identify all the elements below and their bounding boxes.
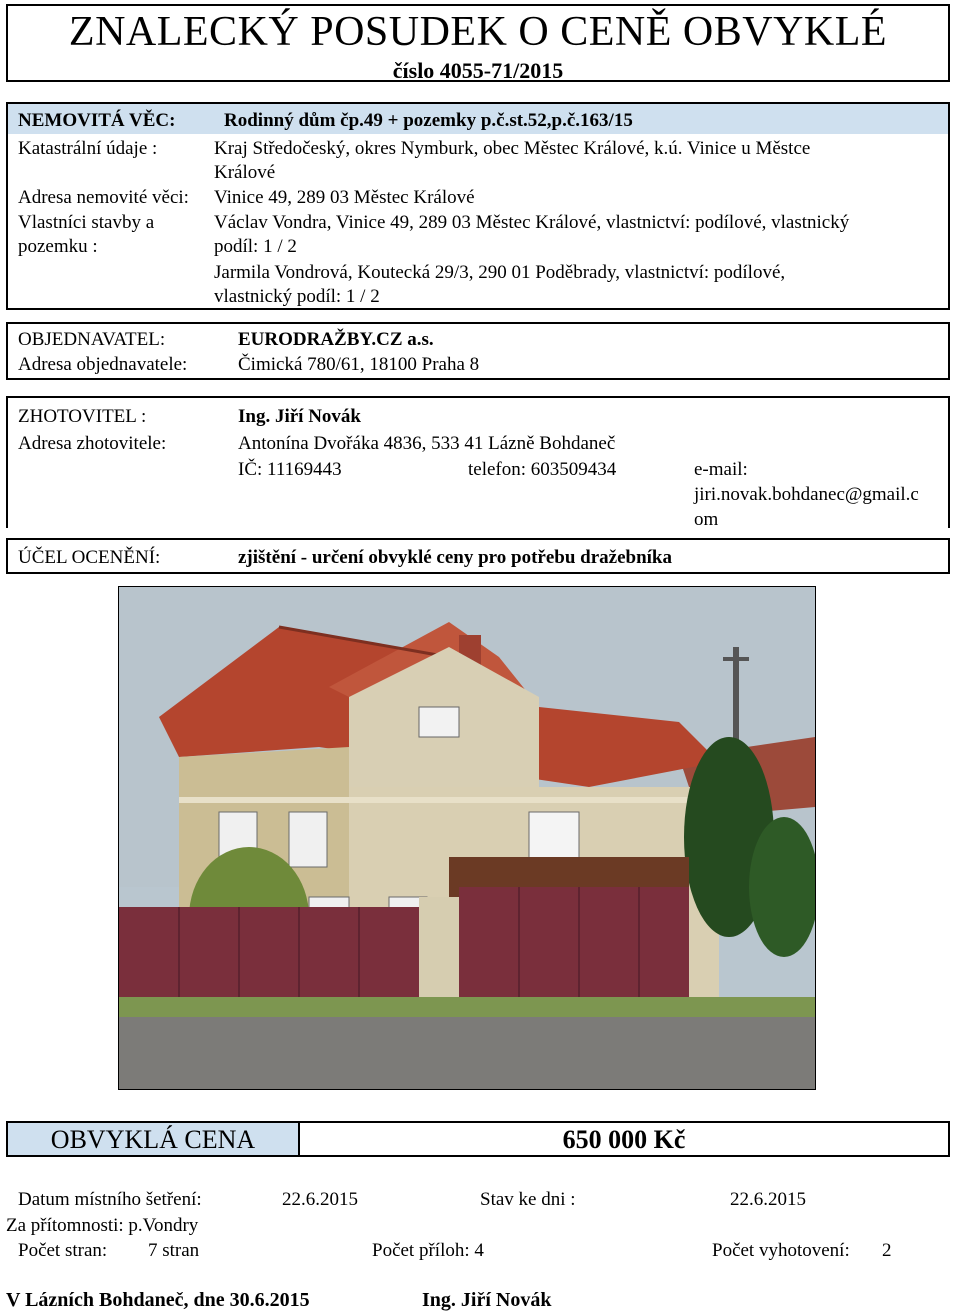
- title-box: [6, 4, 950, 82]
- owner-1-line-2: podíl: 1 / 2: [214, 236, 297, 257]
- contractor-address: Antonína Dvořáka 4836, 533 41 Lázně Bohdaneč: [238, 433, 616, 454]
- copies-value: 2: [882, 1240, 892, 1261]
- owner-2-line-1: Jarmila Vondrová, Koutecká 29/3, 290 01 Poděbrady, vlastnictví: podílové,: [214, 262, 786, 283]
- pages-value: 7 stran: [148, 1240, 200, 1261]
- contractor-phone: telefon: 603509434: [468, 459, 617, 480]
- contractor-box: [6, 396, 950, 528]
- place-date: V Lázních Bohdaneč, dne 30.6.2015: [6, 1289, 310, 1311]
- purpose-value: zjištění - určení obvyklé ceny pro potřebu dražebníka: [238, 547, 673, 568]
- house-photo-illustration: [119, 587, 815, 1089]
- contractor-email-line-2[interactable]: om: [694, 509, 719, 530]
- address-label: Adresa nemovité věci:: [18, 187, 189, 208]
- property-photo: [118, 586, 816, 1090]
- client-name: EURODRAŽBY.CZ a.s.: [238, 329, 434, 350]
- contractor-address-label: Adresa zhotovitele:: [18, 433, 167, 454]
- client-label: OBJEDNAVATEL:: [18, 329, 166, 350]
- price-box: [6, 1121, 950, 1157]
- contractor-email-label: e-mail:: [694, 459, 748, 480]
- contractor-name: Ing. Jiří Novák: [238, 406, 361, 427]
- cadastral-label: Katastrální údaje :: [18, 138, 158, 159]
- cadastral-line-2: Králové: [214, 162, 276, 183]
- contractor-email-line-1[interactable]: jiri.novak.bohdanec@gmail.c: [694, 484, 919, 505]
- client-address-label: Adresa objednavatele:: [18, 354, 188, 375]
- property-value: Rodinný dům čp.49 + pozemky p.č.st.52,p.č.163/15: [224, 110, 633, 131]
- owner-2-line-2: vlastnický podíl: 1 / 2: [214, 286, 380, 307]
- state-date: 22.6.2015: [730, 1189, 806, 1210]
- inspection-date: 22.6.2015: [282, 1189, 358, 1210]
- owners-label-line-1: Vlastníci stavby a: [18, 212, 155, 233]
- presence: Za přítomnosti: p.Vondry: [6, 1215, 199, 1236]
- client-address: Čimická 780/61, 18100 Praha 8: [238, 354, 480, 375]
- contractor-label: ZHOTOVITEL :: [18, 406, 147, 427]
- inspection-label: Datum místního šetření:: [18, 1189, 202, 1210]
- owner-1-line-1: Václav Vondra, Vinice 49, 289 03 Městec Králové, vlastnictví: podílové, vlastnický: [214, 212, 850, 233]
- document-title: ZNALECKÝ POSUDEK O CENĚ OBVYKLÉ: [68, 9, 888, 55]
- cadastral-line-1: Kraj Středočeský, okres Nymburk, obec Městec Králové, k.ú. Vinice u Městce: [214, 138, 811, 159]
- address-value: Vinice 49, 289 03 Městec Králové: [214, 187, 475, 208]
- pages-label: Počet stran:: [18, 1240, 108, 1261]
- property-label: NEMOVITÁ VĚC:: [18, 110, 176, 131]
- purpose-label: ÚČEL OCENĚNÍ:: [18, 547, 161, 568]
- document-number: číslo 4055-71/2015: [392, 58, 564, 83]
- contractor-ic: IČ: 11169443: [238, 459, 342, 480]
- purpose-box: [6, 538, 950, 574]
- client-box: [6, 322, 950, 380]
- signature-name: Ing. Jiří Novák: [422, 1289, 552, 1311]
- owners-label-line-2: pozemku :: [18, 236, 98, 257]
- price-value: 650 000 Kč: [562, 1125, 686, 1154]
- copies-label: Počet vyhotovení:: [712, 1240, 850, 1261]
- state-label: Stav ke dni :: [480, 1189, 576, 1210]
- property-info-box: [6, 102, 950, 310]
- price-label: OBVYKLÁ CENA: [8, 1123, 300, 1155]
- attachments: Počet příloh: 4: [372, 1240, 484, 1261]
